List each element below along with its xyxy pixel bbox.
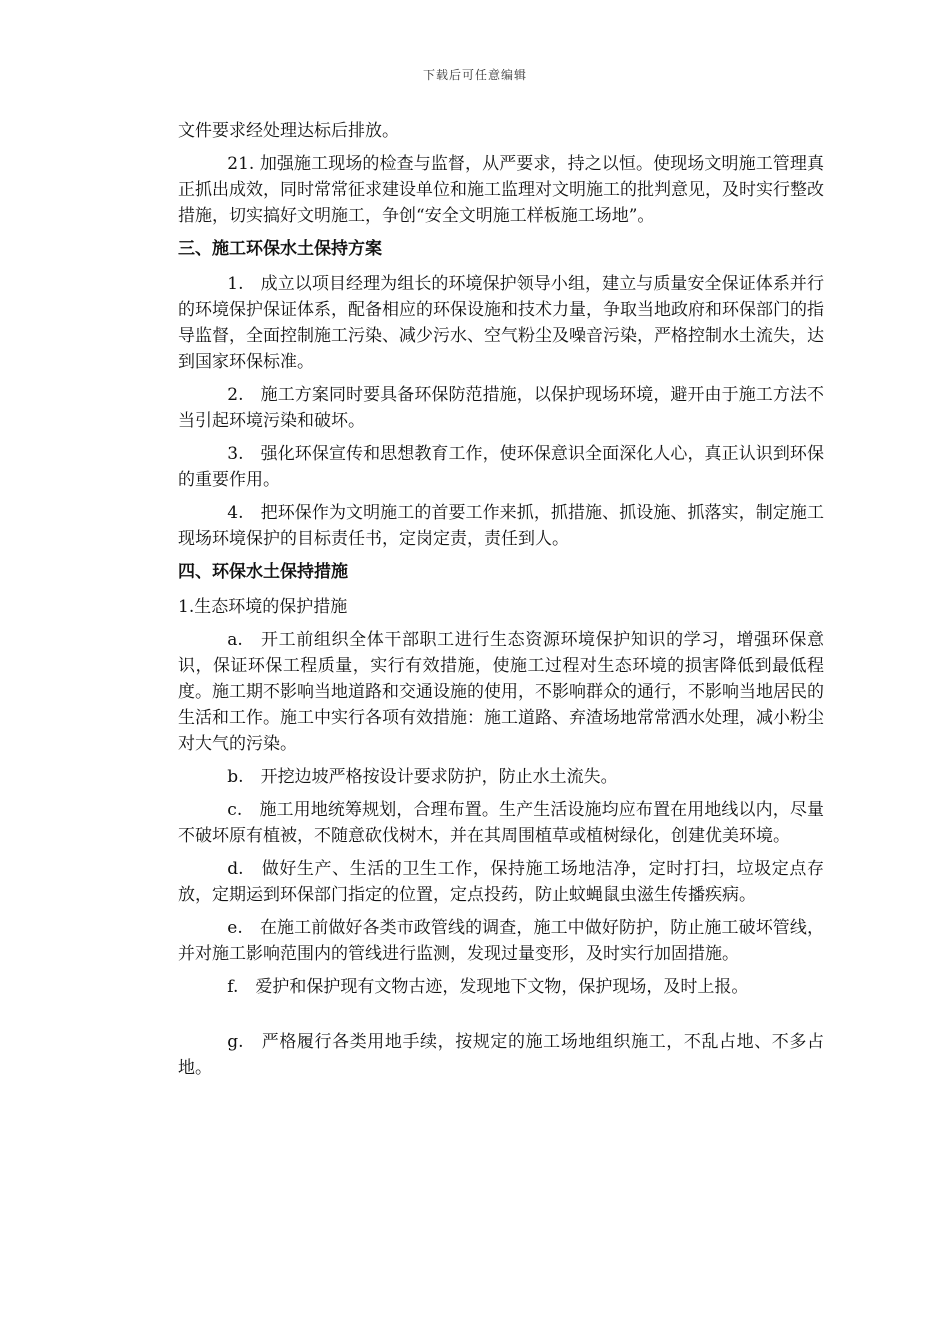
section3-item-4: 4. 把环保作为文明施工的首要工作来抓，抓措施、抓设施、抓落实，制定施工现场环境保护的目标责任书，定岗定责，责任到人。 [178, 503, 824, 549]
page-header-note: 下载后可任意编辑 [422, 68, 527, 82]
paragraph-item-21: 21. 加强施工现场的检查与监督，从严要求，持之以恒。使现场文明施工管理真正抓出成效，同时常常征求建设单位和施工监理对文明施工的批判意见，及时实行整改措施，切实搞好文明施工，争创“安全文明施工样板施工场地”。 [178, 154, 824, 226]
section-heading-3: 三、施工环保水土保持方案 [178, 239, 382, 259]
measure-item-f: f. 爱护和保护现有文物古迹，发现地下文物，保护现场，及时上报。 [227, 977, 749, 997]
document-body [178, 118, 824, 1088]
measure-item-e: e. 在施工前做好各类市政管线的调查，施工中做好防护，防止施工破坏管线，并对施工影响范围内的管线进行监测，发现过量变形，及时实行加固措施。 [178, 918, 824, 964]
blank-line [178, 1007, 824, 1029]
measure-item-c: c. 施工用地统筹规划，合理布置。生产生活设施均应布置在用地线以内，尽量不破坏原有植被，不随意砍伐树木，并在其周围植草或植树绿化，创建优美环境。 [178, 800, 824, 846]
measure-item-d: d. 做好生产、生活的卫生工作，保持施工场地洁净，定时打扫，垃圾定点存放，定期运到环保部门指定的位置，定点投药，防止蚊蝇鼠虫滋生传播疾病。 [178, 859, 824, 905]
section-heading-4: 四、环保水土保持措施 [178, 562, 348, 582]
section3-item-3: 3. 强化环保宣传和思想教育工作，使环保意识全面深化人心，真正认识到环保的重要作用。 [178, 444, 824, 490]
section3-item-2: 2. 施工方案同时要具备环保防范措施，以保护现场环境，避开由于施工方法不当引起环境污染和破坏。 [178, 385, 824, 431]
measure-item-g: g. 严格履行各类用地手续，按规定的施工场地组织施工，不乱占地、不多占地。 [178, 1032, 824, 1078]
measure-item-b: b. 开挖边坡严格按设计要求防护，防止水土流失。 [227, 767, 618, 787]
subsection-heading-1: 1.生态环境的保护措施 [178, 597, 348, 617]
measure-item-a: a. 开工前组织全体干部职工进行生态资源环境保护知识的学习，增强环保意识，保证环保工程质量，实行有效措施，使施工过程对生态环境的损害降低到最低程度。施工期不影响当地道路和交通设施的使用，不影响群众的通行，不影响当地居民的生活和工作。施工中实行各项有效措施：施工道路、弃渣场地常常洒水处理，减小粉尘对大气的污染。 [178, 630, 824, 754]
paragraph-continuation: 文件要求经处理达标后排放。 [178, 121, 399, 141]
section3-item-1: 1. 成立以项目经理为组长的环境保护领导小组，建立与质量安全保证体系并行的环境保护保证体系，配备相应的环保设施和技术力量，争取当地政府和环保部门的指导监督，全面控制施工污染、减少污水、空气粉尘及噪音污染，严格控制水土流失，达到国家环保标准。 [178, 274, 824, 372]
